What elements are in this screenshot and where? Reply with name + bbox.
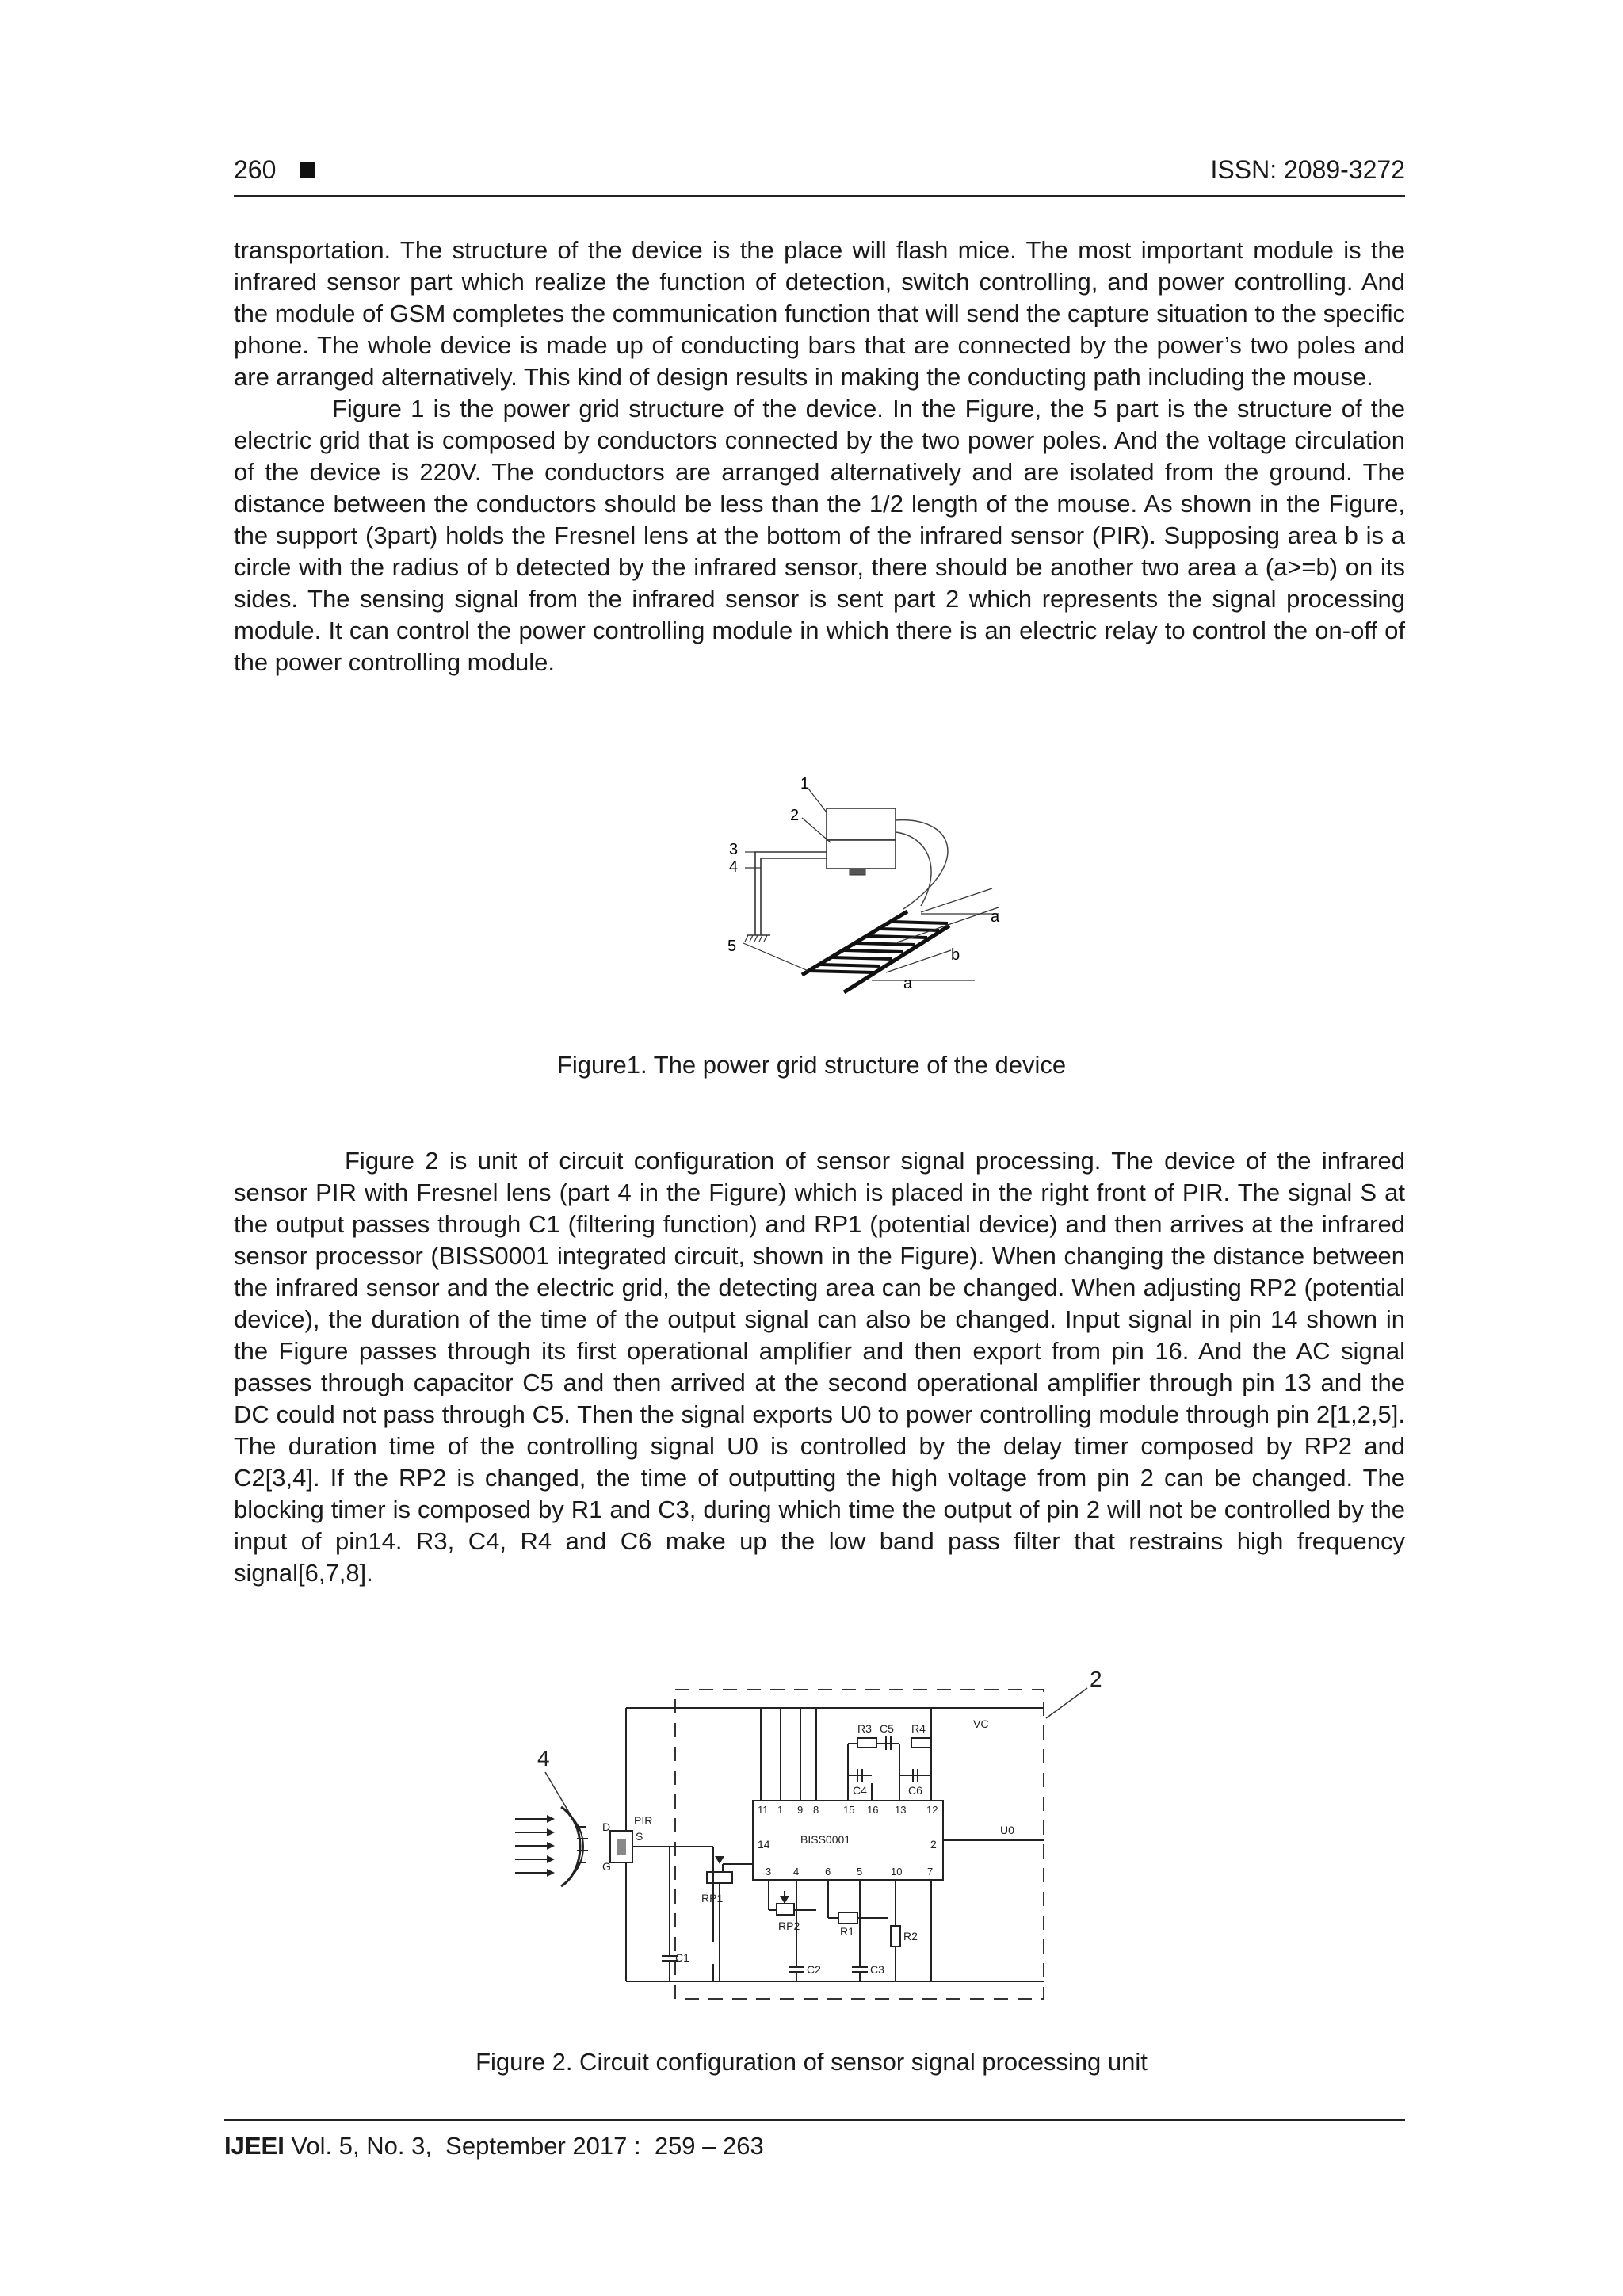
- fig2-pin-14: 14: [758, 1838, 770, 1851]
- fig2-top-pin-labels: [758, 1804, 938, 1816]
- fig1-label-5: 5: [727, 938, 737, 955]
- fig1-label-b: b: [951, 946, 960, 964]
- page-number: 260: [234, 155, 315, 185]
- fig2-bottom-pin-labels: [766, 1866, 933, 1878]
- fig2-label-r1: R1: [840, 1925, 854, 1938]
- issn: ISSN: 2089-3272: [1210, 155, 1405, 184]
- fig1-label-1: 1: [800, 775, 810, 793]
- fig2-label-c6: C6: [908, 1784, 922, 1797]
- fig2-label-r2: R2: [903, 1930, 918, 1943]
- fig2-bottom-pin-6: 6: [825, 1866, 831, 1878]
- fig2-pin-g: G: [602, 1860, 611, 1873]
- fig2-top-pin-11: 11: [758, 1804, 769, 1816]
- fig2-label-u0: U0: [1000, 1824, 1014, 1836]
- journal-name: IJEEI: [224, 2132, 285, 2160]
- footer-citation: Vol. 5, No. 3, September 2017 : 259 – 263: [284, 2132, 764, 2160]
- fig2-label-r4: R4: [911, 1722, 926, 1735]
- fig2-top-pin-1: 1: [777, 1804, 784, 1816]
- fig2-chip-label: BISS0001: [800, 1833, 851, 1846]
- fig2-bottom-pin-5: 5: [857, 1866, 863, 1878]
- fig2-top-pin-8: 8: [813, 1804, 819, 1816]
- body-text-bottom: [234, 1145, 1405, 1589]
- fig2-bottom-pin-3: 3: [766, 1866, 772, 1878]
- paragraph-3: Figure 2 is unit of circuit configuration of sensor signal processing. The device of the infrared sensor PIR with Fresnel lens (part 4 in the Figure) which is placed in the right front of PIR. The signal S at the output passes through C1 (filtering function) and RP1 (potential device) and then arrives at the infrared sensor processor (BISS0001 integrated circuit, shown in the Figure). When changing the distance between the infrared sensor and the electric grid, the detecting area can be changed. When adjusting RP2 (potential device), the duration of the time of the output signal can also be changed. Input signal in pin 14 shown in the Figure passes through its first operational amplifier and then export from pin 16. And the AC signal passes through capacitor C5 and then arrived at the second operational amplifier through pin 13 and the DC could not pass through C5. Then the signal exports U0 to power controlling module through pin 2[1,2,5]. The duration time of the controlling signal U0 is controlled by the delay timer composed by RP2 and C2[3,4]. If the RP2 is changed, the time of outputting the high voltage from pin 2 can be changed. The blocking timer is composed by R1 and C3, during which time the output of pin 2 will not be controlled by the input of pin14. R3, C4, R4 and C6 make up the low band pass filter that restrains high frequency signal[6,7,8].: [234, 1147, 1405, 1587]
- fig2-label-rp2: RP2: [778, 1920, 800, 1932]
- fig2-label-c4: C4: [853, 1784, 867, 1797]
- fig1-label-3: 3: [729, 841, 739, 858]
- fig2-pin-d: D: [602, 1820, 611, 1833]
- fig2-top-pin-16: 16: [867, 1804, 879, 1816]
- square-bullet-icon: [300, 162, 315, 178]
- fig2-top-pin-12: 12: [926, 1804, 938, 1816]
- fig2-bottom-pin-7: 7: [927, 1866, 934, 1878]
- fig2-label-c2: C2: [807, 1963, 821, 1976]
- figure-2-circuit: [499, 1656, 1149, 2029]
- fig2-label-r3: R3: [857, 1722, 872, 1735]
- figure-1-power-grid: [713, 773, 1046, 1010]
- fig2-label-rp1: RP1: [701, 1892, 724, 1904]
- fig2-top-pin-13: 13: [895, 1804, 907, 1816]
- fig2-label-c3: C3: [870, 1963, 884, 1976]
- fig1-label-a-top: a: [991, 908, 1000, 926]
- fig2-bottom-pin-4: 4: [793, 1866, 800, 1878]
- page-header: [234, 155, 1405, 197]
- fig2-pin-2: 2: [930, 1838, 937, 1851]
- fig2-bottom-pin-10: 10: [891, 1866, 903, 1878]
- fig1-label-a-bottom: a: [903, 975, 913, 992]
- body-text-top: [234, 235, 1405, 678]
- fig2-label-c5: C5: [880, 1722, 894, 1735]
- figure-1-caption: Figure1. The power grid structure of the device: [556, 1051, 1067, 1079]
- paragraph-2: Figure 1 is the power grid structure of the device. In the Figure, the 5 part is the structure of the electric grid that is composed by conductors connected by the two power poles. And the voltage circulation of the device is 220V. The conductors are arranged alternatively and are isolated from the ground. The distance between the conductors should be less than the 1/2 length of the mouse. As shown in the Figure, the support (3part) holds the Fresnel lens at the bottom of the infrared sensor (PIR). Supposing area b is a circle with the radius of b detected by the infrared sensor, there should be another two area a (a>=b) on its sides. The sensing signal from the infrared sensor is sent part 2 which represents the signal processing module. It can control the power controlling module in which there is an electric relay to control the on-off of the power controlling module.: [234, 395, 1405, 676]
- fig1-label-4: 4: [729, 858, 739, 876]
- fig2-label-vc: VC: [973, 1717, 989, 1730]
- fig2-label-module: 2: [1090, 1667, 1102, 1691]
- fig1-label-2: 2: [790, 807, 800, 824]
- fig2-top-pin-9: 9: [797, 1804, 804, 1816]
- fig2-pin-s: S: [636, 1830, 643, 1843]
- page-footer: [224, 2119, 1405, 2160]
- fig2-pir-label: PIR: [634, 1814, 653, 1827]
- fig2-label-c1: C1: [675, 1951, 689, 1964]
- fig2-label-lens: 4: [537, 1746, 550, 1771]
- figure-2-caption: Figure 2. Circuit configuration of sensor signal processing unit: [475, 2048, 1148, 2076]
- paragraph-1: transportation. The structure of the device is the place will flash mice. The most important module is the infrared sensor part which realize the function of detection, switch controlling, and power controlling. And the module of GSM completes the communication function that will send the capture situation to the specific phone. The whole device is made up of conducting bars that are connected by the power’s two poles and are arranged alternatively. This kind of design results in making the conducting path including the mouse.: [234, 236, 1405, 391]
- fig2-top-pin-15: 15: [843, 1804, 855, 1816]
